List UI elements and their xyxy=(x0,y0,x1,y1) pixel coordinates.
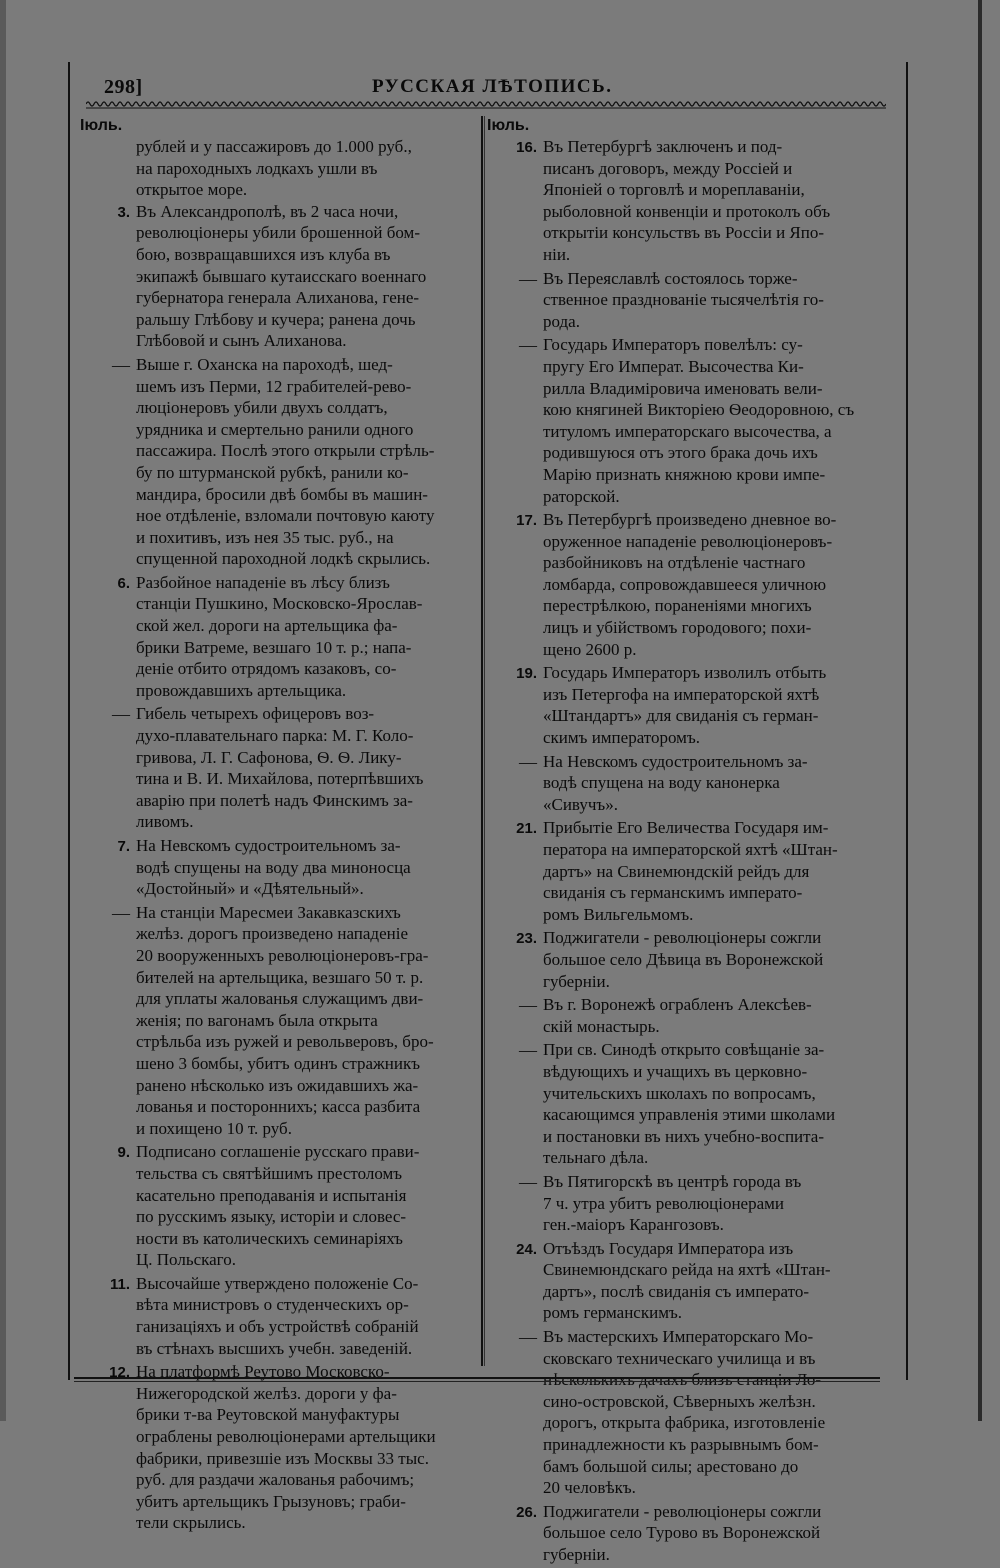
bottom-rule xyxy=(74,1381,880,1382)
column-divider xyxy=(484,116,485,1366)
left-entries xyxy=(80,201,476,1534)
chronicle-entry xyxy=(487,1326,885,1499)
entry-date: 26. xyxy=(516,1503,537,1521)
entry-text: На Невскомъ судостроительномъ за- водѣ спущены на воду два миноносца «Достойный» и «Дѣятельный». xyxy=(136,836,411,899)
entry-date: — xyxy=(519,335,537,356)
entry-date: 12. xyxy=(109,1364,130,1382)
chronicle-entry xyxy=(80,572,476,702)
entry-text: На Невскомъ судостроительномъ за- водѣ спущена на воду канонерка «Сивучъ». xyxy=(543,751,808,814)
entry-date: — xyxy=(519,1171,537,1192)
chronicle-entry xyxy=(487,817,885,925)
entry-date: 6. xyxy=(117,574,130,592)
entry-text: Прибытіе Его Величества Государя им- ператора на императорской яхтѣ «Штан- дартъ» на Свинемюндскій рейдъ для свиданія съ германскимъ императо- ромъ Вильгельмомъ. xyxy=(543,818,838,924)
entry-date: — xyxy=(112,704,130,725)
chronicle-entry xyxy=(487,751,885,816)
chronicle-entry xyxy=(487,1039,885,1169)
continued-text: рублей и у пассажировъ до 1.000 руб., на пароходныхъ лодкахъ ушли въ открытое море. xyxy=(136,137,412,200)
entry-date: — xyxy=(112,902,130,923)
running-title: РУССКАЯ ЛѢТОПИСЬ. xyxy=(372,76,613,97)
entry-date: — xyxy=(519,995,537,1016)
entry-text: Въ Переяславлѣ состоялось торже- ственное празднованіе тысячелѣтія го- рода. xyxy=(543,268,824,331)
entry-date: 7. xyxy=(117,838,130,855)
chronicle-entry xyxy=(487,1501,885,1566)
entry-text: Государь Императоръ повелѣлъ: су- пругу Его Императ. Высочества Ки- рилла Владиміровича именовать вели- кою княгиней Викторіею Ѳеодоровною, съ титуломъ императорскаго высочества, а родившуюся отъ этого брака дочь ихъ Марію признать княжною крови импе- раторской. xyxy=(543,335,855,506)
chronicle-entry xyxy=(80,201,476,352)
chronicle-entry xyxy=(487,509,885,660)
chronicle-entry xyxy=(487,136,885,266)
chronicle-entry xyxy=(487,334,885,507)
entry-text: На платформѣ Реутово Московско- Нижегородской желѣз. дороги у фа- брики т-ва Реутовской мануфактуры ограблены революціонерами артельщики фабрики, привезшіе изъ Москвы 33 тыс. руб. для раздачи жалованья рабочимъ; убитъ артельщикъ Грызуновъ; граби- тели скрылись. xyxy=(136,1362,436,1533)
entry-date: — xyxy=(519,751,537,772)
entry-text: Въ г. Воронежѣ ограбленъ Алексѣев- скій монастырь. xyxy=(543,995,812,1036)
entry-text: Высочайше утверждено положеніе Со- вѣта министровъ о студенческихъ ор- ганизаціяхъ и объ устройствѣ собраній въ стѣнахъ высшихъ учебн. заведеній. xyxy=(136,1273,419,1358)
month-label: Іюль. xyxy=(80,117,123,134)
entry-text: Въ мастерскихъ Императорскаго Мо- сковскаго техническаго училища и въ нѣсколькихъ дачахъ близъ станціи Ло- сино-островской, Сѣверныхъ желѣзн. дорогъ, открыта фабрика, изготовленіе принадлежности къ разрывнымъ бом- бамъ большой силы; арестовано до 20 человѣкъ. xyxy=(543,1327,826,1498)
entry-text: Поджигатели - революціонеры сожгли большое село Турово въ Воронежской губерніи. xyxy=(543,1501,822,1564)
chronicle-entry xyxy=(487,994,885,1037)
entry-text: При св. Синодѣ открыто совѣщаніе за- вѣдующихъ и учащихъ въ церковно- учительскихъ школахъ по вопросамъ, касающимся управленія этими школами и постановки въ нихъ учебно-воспита- тельнаго дѣла. xyxy=(543,1040,836,1168)
chronicle-entry xyxy=(80,902,476,1140)
entry-text: Подписано соглашеніе русскаго прави- тельства съ святѣйшимъ престоломъ касательно преподаванія и испытанія по русскимъ языку, исторіи и словес- ности въ католическихъ семинаріяхъ Ц. Польскаго. xyxy=(136,1142,420,1270)
chronicle-entry xyxy=(80,1141,476,1271)
chronicle-entry xyxy=(80,703,476,833)
bottom-rule xyxy=(74,1377,880,1379)
entry-date: 21. xyxy=(516,820,537,838)
entry-text: Отъѣздъ Государя Императора изъ Свинемюндскаго рейда на яхтѣ «Штан- дартъ», послѣ свиданія съ императо- ромъ германскимъ. xyxy=(543,1238,831,1323)
entry-date: 17. xyxy=(516,512,537,530)
entry-date: — xyxy=(519,1040,537,1061)
chronicle-entry xyxy=(80,1361,476,1534)
scan-edge xyxy=(0,0,6,1421)
chronicle-entry xyxy=(487,927,885,992)
entry-text: Въ Пятигорскѣ въ центрѣ города въ 7 ч. утра убитъ революціонерами ген.-маіоръ Карангозовъ. xyxy=(543,1171,802,1235)
entry-text: Въ Петербургѣ заключенъ и под- писанъ договоръ, между Россіей и Японіей о торговлѣ и мореплаваніи, рыболовной конвенціи и протоколъ объ открытіи консульствъ въ Россіи и Япо- ніи. xyxy=(543,137,831,264)
chronicle-entry xyxy=(487,662,885,748)
entry-text: Гибель четырехъ офицеровъ воз- духо-плавательнаго парка: М. Г. Коло- гривова, Л. Г. Сафонова, Ѳ. Ѳ. Лику- тина и В. И. Михайлова, потерпѣвшихъ аварію при полетѣ надъ Финскимъ за- ливомъ. xyxy=(136,704,424,832)
entry-date: — xyxy=(519,1327,537,1348)
chronicle-entry xyxy=(80,354,476,570)
chronicle-entry xyxy=(487,268,885,333)
entry-date: — xyxy=(519,268,537,289)
chronicle-entry xyxy=(80,835,476,900)
month-label: Іюль. xyxy=(487,117,530,134)
chronicle-entry xyxy=(487,1238,885,1324)
entry-date: 3. xyxy=(117,203,130,221)
entry-text: Государь Императоръ изволилъ отбыть изъ Петергофа на императорской яхтѣ «Штандартъ» для свиданія съ герман- скимъ императоромъ. xyxy=(543,663,827,748)
scan-edge xyxy=(978,0,982,1421)
page-number: 298] xyxy=(104,76,143,98)
entry-date: 23. xyxy=(516,930,537,948)
left-column xyxy=(80,116,476,1536)
right-column xyxy=(487,116,885,1568)
entry-text: Разбойное нападеніе въ лѣсу близъ станціи Пушкино, Московско-Ярослав- ской жел. дороги на артельщика фа- брики Ватреме, везшаго 10 т. р.; напа- деніе отбито отрядомъ казаковъ, со- провождавшихъ артельщика. xyxy=(136,572,423,700)
entry-date: 11. xyxy=(109,1275,130,1293)
right-entries xyxy=(487,136,885,1566)
entry-date: 24. xyxy=(516,1240,537,1258)
entry-text: Въ Петербургѣ произведено дневное во- оруженное нападеніе революціонеровъ- разбойниковъ на отдѣленіе частнаго ломбарда, сопровождавшееся уличною перестрѣлкою, пораненіями многихъ лицъ и убійствомъ городового; похи- щено 2600 р. xyxy=(543,510,837,659)
entry-text: Поджигатели - революціонеры сожгли большое село Дѣвица въ Воронежской губерніи. xyxy=(543,928,824,991)
entry-date: — xyxy=(112,354,130,375)
entry-date: 19. xyxy=(516,665,537,683)
wavy-rule xyxy=(86,100,886,110)
entry-date: 9. xyxy=(117,1144,130,1162)
entry-text: Выше г. Оханска на пароходѣ, шед- шемъ изъ Перми, 12 грабителей-рево- люціонеровъ убили двухъ солдатъ, урядника и смертельно ранили одного пассажира. Послѣ этого открыли стрѣль- бу по штурманской рубкѣ, ранили ко- мандира, бросили двѣ бомбы въ машин- ное отдѣленіе, взломали почтовую каюту и похитивъ, изъ нея 35 тыс. руб., на спущенной пароходной лодкѣ скрылись. xyxy=(136,354,435,569)
column-divider xyxy=(481,116,483,1366)
entry-text: На станціи Маресмеи Закавказскихъ желѣз. дорогъ произведено нападеніе 20 вооруженныхъ революціонеровъ-гра- бителей на артельщика, везшаго 50 т. р. для уплаты жалованья служащимъ дви- женія; по вагонамъ была открыта стрѣльба изъ ружей и револьверовъ, бро- шено 3 бомбы, убитъ одинъ стражникъ ранено нѣсколько изъ ожидавшихъ жа- лованья и постороннихъ; касса разбита и похищено 10 т. руб. xyxy=(136,902,434,1138)
entry-date: 16. xyxy=(516,139,537,156)
chronicle-entry xyxy=(80,1273,476,1359)
chronicle-entry xyxy=(487,1171,885,1236)
entry-text: Въ Александрополѣ, въ 2 часа ночи, революціонеры убили брошенной бом- бою, возвращавшихся изъ клуба въ экипажѣ бывшаго кутаисскаго военнаго губернатора генерала Алиханова, гене- ральшу Глѣбову и кучера; ранена дочь Глѣбовой и сынъ Алиханова. xyxy=(136,201,427,351)
